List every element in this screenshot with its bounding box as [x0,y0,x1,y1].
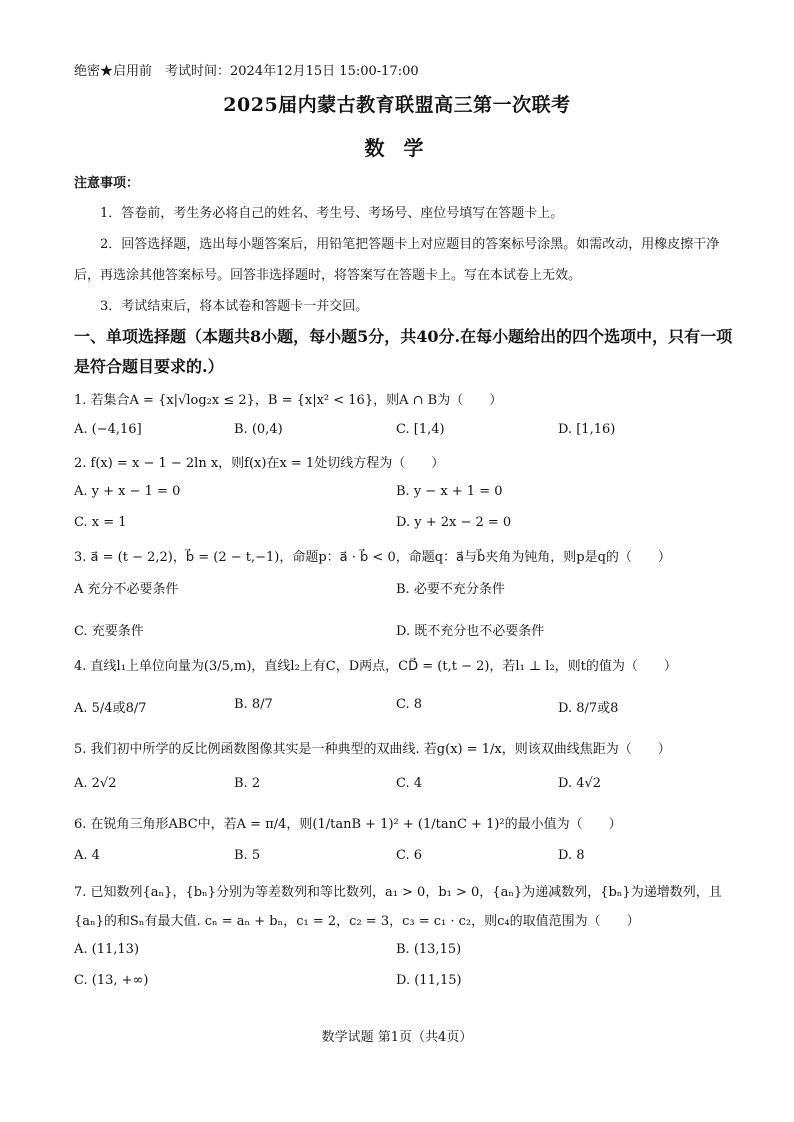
question-3-option-a: A 充分不必要条件 [74,582,179,597]
question-7-option-b: B. (13,15) [396,942,462,957]
exam-subject: 数 学 [364,136,430,160]
question-4-option-a: A. 5/4或8/7 [74,701,147,716]
question-2-option-d: D. y + 2x − 2 = 0 [396,515,512,530]
exam-header: 绝密★启用前 考试时间：2024年12月15日 15:00-17:00 [74,64,419,79]
question-6-stem: 6. 在锐角三角形ABC中，若A = π/4，则(1/tanB + 1)² + (1/tanC + 1)²的最小值为（ ） [74,817,622,832]
notice-item-2: 2．回答选择题，选出每小题答案后，用铅笔把答题卡上对应题目的答案标号涂黑。如需改动，用橡皮擦干净后，再选涂其他答案标号。回答非选择题时，将答案写在答题卡上。写在本试卷上无效。 [74,237,720,283]
question-1-option-b: B. (0,4) [234,422,283,437]
question-1-stem: 1. 若集合A = {x|√log₂x ≤ 2}，B = {x|x² < 16}，则A ∩ B为（ ） [74,393,503,408]
question-1-option-a: A. (−4,16] [74,422,142,437]
question-2-option-c: C. x = 1 [74,515,127,530]
question-1-option-c: C. [1,4) [396,422,445,437]
question-6-option-a: A. 4 [74,848,100,863]
question-2-stem: 2. f(x) = x − 1 − 2ln x，则f(x)在x = 1处切线方程为（ ） [74,456,445,471]
question-2-option-a: A. y + x − 1 = 0 [74,484,181,499]
notice-heading: 注意事项： [74,176,140,191]
question-5-option-a: A. 2√2 [74,776,117,791]
page-footer: 数学试题 第1页（共4页） [321,1030,473,1045]
question-3-stem: 3. a⃗ = (t − 2,2)，b⃗ = (2 − t,−1)，命题p：a⃗ · b⃗ < 0，命题q：a⃗与b⃗夹角为钝角，则p是q的（ ） [74,550,671,565]
question-4-option-d: D. 8/7或8 [558,701,619,716]
question-4-option-c: C. 8 [396,697,423,712]
question-5-option-b: B. 2 [234,776,261,791]
question-6-option-d: D. 8 [558,848,585,863]
question-7-stem-line-1: 7. 已知数列{aₙ}，{bₙ}分别为等差数列和等比数列，a₁ > 0，b₁ > 0，{aₙ}为递减数列，{bₙ}为递增数列，且 [74,885,722,900]
notice-item-3: 3．考试结束后，将本试卷和答题卡一并交回。 [100,299,369,314]
question-5-option-c: C. 4 [396,776,423,791]
section-heading: 一、单项选择题（本题共8小题，每小题5分，共40分.在每小题给出的四个选项中，只有一项是符合题目要求的.） [74,327,733,376]
question-7-option-c: C. (13, +∞) [74,973,149,988]
question-6-option-c: C. 6 [396,848,423,863]
notice-item-1: 1．答卷前，考生务必将自己的姓名、考生号、考场号、座位号填写在答题卡上。 [100,206,564,221]
question-7-option-a: A. (11,13) [74,942,140,957]
question-1-option-d: D. [1,16) [558,422,616,437]
question-3-option-b: B. 必要不充分条件 [396,582,505,597]
question-6-option-b: B. 5 [234,848,261,863]
question-3-option-d: D. 既不充分也不必要条件 [396,624,545,639]
question-5-option-d: D. 4√2 [558,776,602,791]
exam-title: 2025届内蒙古教育联盟高三第一次联考 [223,94,571,116]
question-7-option-d: D. (11,15) [396,973,462,988]
question-4-stem: 4. 直线l₁上单位向量为(3/5,m)，直线l₂上有C，D两点，CD⃗ = (t,t − 2)，若l₁ ⊥ l₂，则t的值为（ ） [74,659,677,674]
question-2-option-b: B. y − x + 1 = 0 [396,484,503,499]
question-3-option-c: C. 充要条件 [74,624,144,639]
question-4-option-b: B. 8/7 [234,697,273,712]
question-5-stem: 5. 我们初中所学的反比例函数图像其实是一种典型的双曲线. 若g(x) = 1/x，则该双曲线焦距为（ ） [74,742,671,757]
question-7-stem-line-2: {aₙ}的和Sₙ有最大值. cₙ = aₙ + bₙ，c₁ = 2，c₂ = 3，c₃ = c₁ · c₂，则c₄的取值范围为（ ） [74,914,640,929]
